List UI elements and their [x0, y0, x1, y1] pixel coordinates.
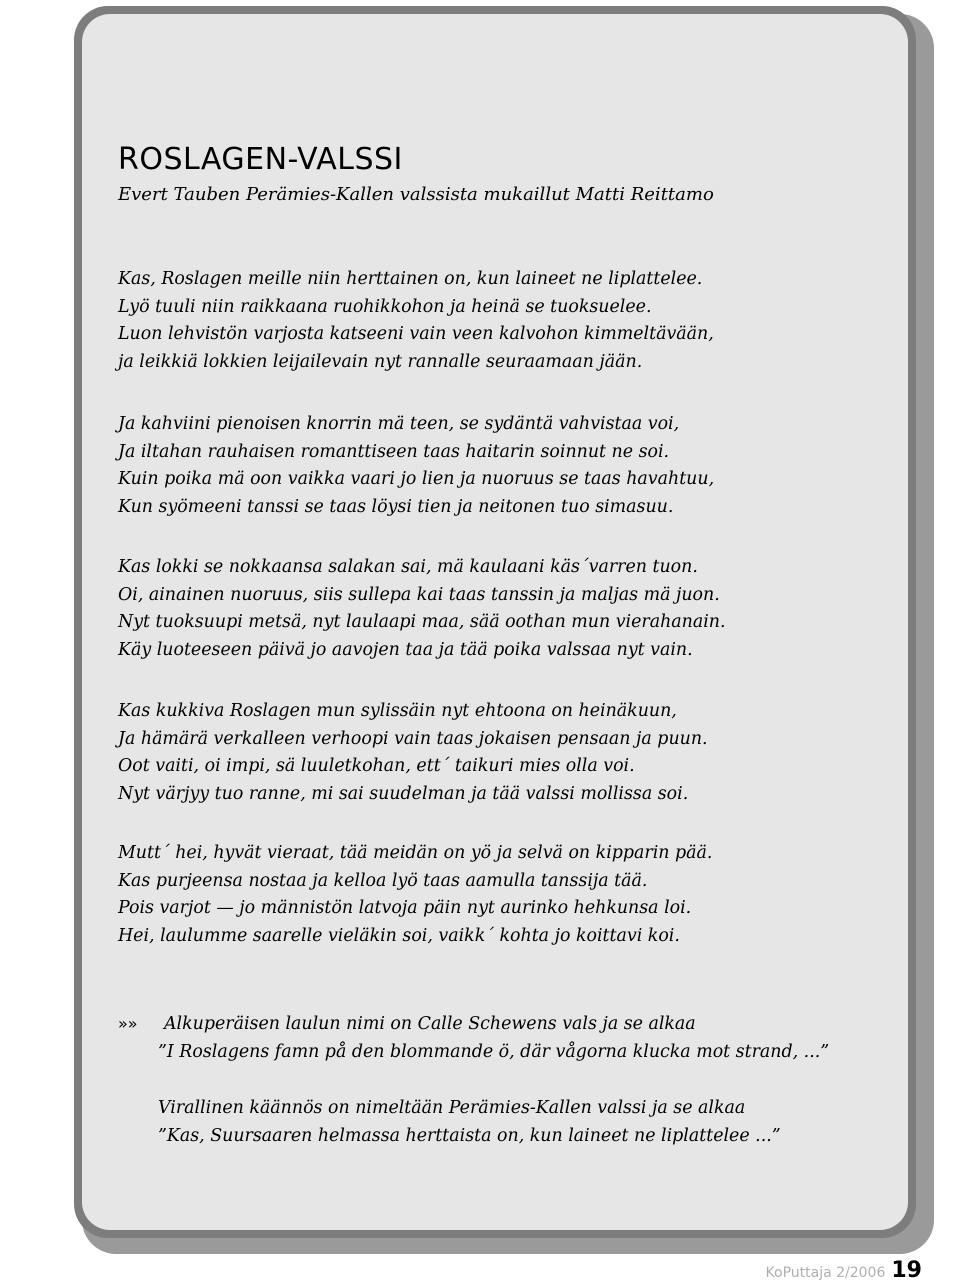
verse-4: [118, 698, 708, 808]
verse-line: Kas kukkiva Roslagen mun sylissäin nyt ehtoona on heinäkuun,: [118, 701, 677, 721]
verse-line: Mutt´ hei, hyvät vieraat, tää meidän on yö ja selvä on kipparin pää.: [118, 843, 713, 863]
verse-line: Oi, ainainen nuoruus, siis sullepa kai taas tanssin ja maljas mä juon.: [118, 584, 720, 605]
verse-5: [118, 840, 712, 950]
verse-2: [118, 411, 714, 521]
verse-line: Kas lokki se nokkaansa salakan sai, mä kaulaani käs´varren tuon.: [118, 557, 698, 577]
footnote-marker: »»: [118, 1014, 138, 1033]
page-number: 19: [891, 1258, 922, 1283]
verse-line: Oot vaiti, oi impi, sä luuletkohan, ett´ taikuri mies olla voi.: [118, 756, 635, 776]
footnote: [118, 1010, 829, 1066]
verse-line: Kuin poika mä oon vaikka vaari jo lien ja nuoruus se taas havahtuu,: [118, 469, 715, 489]
footnote-line: [118, 1010, 829, 1038]
verse-line: Kun syömeeni tanssi se taas löysi tien ja neitonen tuo simasuu.: [118, 496, 674, 517]
verse-line: Ja hämärä verkalleen verhoopi vain taas jokaisen pensaan ja puun.: [118, 728, 708, 749]
verse-3: [118, 554, 726, 664]
verse-line: Nyt tuoksuupi metsä, nyt laulaapi maa, sää oothan mun vierahanain.: [118, 612, 726, 632]
verse-line: Kas, Roslagen meille niin herttainen on, kun laineet ne liplattelee.: [118, 269, 703, 289]
magazine-name: KoPuttaja 2/2006: [765, 1265, 886, 1281]
verse-line: Kas purjeensa nostaa ja kelloa lyö taas aamulla tanssija tää.: [118, 870, 648, 891]
verse-line: Ja kahviini pienoisen knorrin mä teen, se sydäntä vahvistaa voi,: [118, 414, 680, 434]
footnote-quote: ”I Roslagens famn på den blommande ö, där vågorna klucka mot strand, ...”: [158, 1042, 830, 1062]
verse-line: Pois varjot — jo männistön latvoja päin nyt aurinko hehkunsa loi.: [118, 898, 692, 918]
footnote-text: Virallinen käännös on nimeltään Perämies-Kallen valssi ja se alkaa: [158, 1098, 746, 1118]
footnote-quote: ”Kas, Suursaaren helmassa herttaista on, kun laineet ne liplattelee ...”: [158, 1126, 781, 1146]
verse-line: Luon lehvistön varjosta katseeni vain veen kalvohon kimmeltävään,: [118, 324, 714, 344]
article-title: ROSLAGEN-VALSSI: [118, 142, 403, 177]
verse-line: Lyö tuuli niin raikkaana ruohikkohon ja heinä se tuoksuelee.: [118, 296, 652, 317]
article-subtitle: Evert Tauben Perämies-Kallen valssista mukaillut Matti Reittamo: [118, 184, 714, 205]
verse-line: Hei, laulumme saarelle vieläkin soi, vaikk´ kohta jo koittavi koi.: [118, 925, 680, 946]
verse-1: [118, 266, 714, 376]
verse-line: Ja iltahan rauhaisen romanttiseen taas haitarin soinnut ne soi.: [118, 441, 670, 462]
verse-line: Nyt värjyy tuo ranne, mi sai suudelman ja tää valssi mollissa soi.: [118, 783, 689, 804]
verse-line: Käy luoteeseen päivä jo aavojen taa ja tää poika valssaa nyt vain.: [118, 639, 693, 660]
footnote-translation: [118, 1094, 781, 1150]
footnote-text: Alkuperäisen laulun nimi on Calle Schewens vals ja se alkaa: [164, 1014, 696, 1034]
verse-line: ja leikkiä lokkien leijailevain nyt rannalle seuraamaan jään.: [118, 351, 643, 372]
page-footer: [766, 1258, 922, 1283]
